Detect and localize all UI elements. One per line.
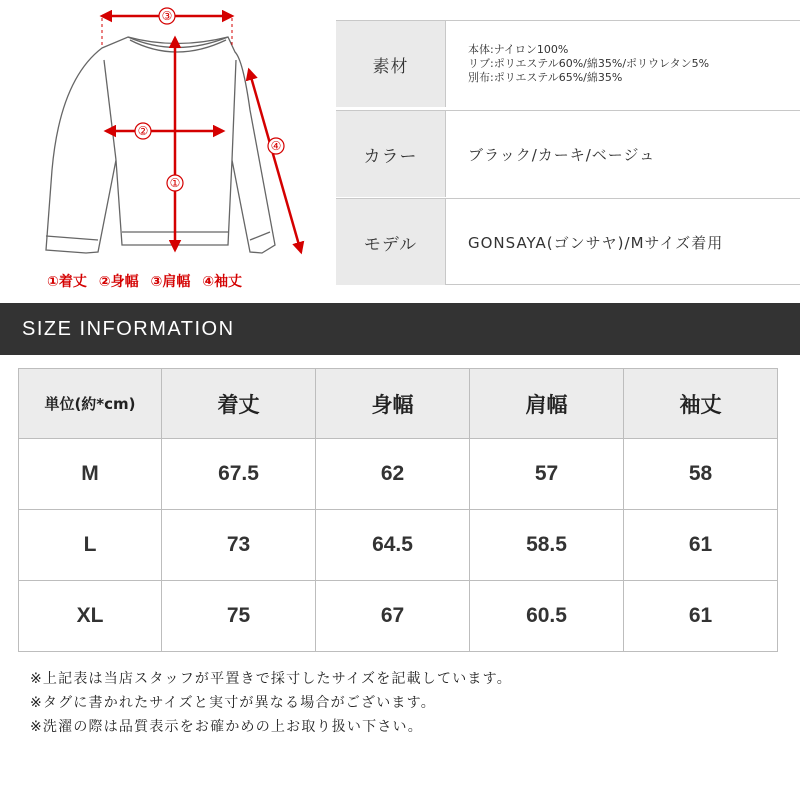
column-header: 袖丈 (624, 369, 778, 439)
spec-value-color: ブラック/カーキ/ベージュ (468, 145, 656, 164)
table-cell: 75 (162, 581, 316, 652)
spec-row-model (336, 198, 800, 285)
table-cell: 64.5 (316, 510, 470, 581)
legend-label: 袖丈 (214, 274, 243, 290)
legend-label: 身幅 (110, 274, 139, 290)
material-line: リブ:ポリエステル60%/綿35%/ポリウレタン5% (468, 57, 710, 70)
size-label: L (19, 510, 162, 581)
sweatshirt-outline (46, 37, 275, 253)
table-cell: 60.5 (470, 581, 624, 652)
table-row (19, 439, 778, 510)
product-spec-table (336, 20, 800, 289)
marker-4: ④ (270, 139, 282, 153)
note-line: ※洗濯の際は品質表示をお確かめの上お取り扱い下さい。 (30, 719, 423, 735)
legend-item-shoulder (150, 274, 190, 290)
table-cell: 67 (316, 581, 470, 652)
sweatshirt-illustration (0, 0, 320, 270)
legend-num: ③ (150, 274, 163, 290)
measurement-legend (47, 271, 317, 293)
spec-label: 素材 (336, 21, 446, 107)
table-cell: 61 (624, 510, 778, 581)
spec-label: カラー (336, 111, 446, 197)
material-line: 本体:ナイロン100% (468, 43, 569, 56)
legend-item-sleeve (202, 274, 242, 290)
marker-1: ① (169, 176, 181, 190)
material-line: 別布:ポリエステル65%/綿35% (468, 71, 623, 84)
marker-2: ② (137, 124, 149, 138)
table-cell: 67.5 (162, 439, 316, 510)
size-label: M (19, 439, 162, 510)
size-label: XL (19, 581, 162, 652)
spec-label: モデル (336, 199, 446, 285)
legend-num: ② (98, 274, 111, 290)
legend-item-length (47, 274, 87, 290)
size-table-header-row (19, 369, 778, 439)
note-line: ※上記表は当店スタッフが平置きで採寸したサイズを記載しています。 (30, 671, 512, 687)
legend-num: ④ (202, 274, 215, 290)
table-cell: 61 (624, 581, 778, 652)
unit-header: 単位(約*cm) (19, 369, 162, 439)
spec-value-model: GONSAYA(ゴンサヤ)/Mサイズ着用 (468, 233, 724, 252)
notes (30, 667, 790, 739)
table-cell: 73 (162, 510, 316, 581)
column-header: 身幅 (316, 369, 470, 439)
table-cell: 57 (470, 439, 624, 510)
legend-label: 肩幅 (162, 274, 191, 290)
spec-row-color (336, 110, 800, 197)
table-row (19, 581, 778, 652)
spec-value-material (468, 21, 800, 107)
measurement-diagram (0, 0, 320, 300)
section-header-band (0, 303, 800, 355)
table-cell: 62 (316, 439, 470, 510)
table-cell: 58 (624, 439, 778, 510)
note-line: ※タグに書かれたサイズと実寸が異なる場合がございます。 (30, 695, 436, 711)
legend-item-body-width (99, 274, 139, 290)
table-cell: 58.5 (470, 510, 624, 581)
spec-row-material (336, 20, 800, 107)
column-header: 肩幅 (470, 369, 624, 439)
marker-3: ③ (161, 9, 173, 23)
table-row (19, 510, 778, 581)
legend-label: 着丈 (58, 274, 87, 290)
size-table (18, 368, 778, 652)
column-header: 着丈 (162, 369, 316, 439)
section-title: SIZE INFORMATION (22, 318, 235, 340)
legend-num: ① (47, 274, 59, 290)
